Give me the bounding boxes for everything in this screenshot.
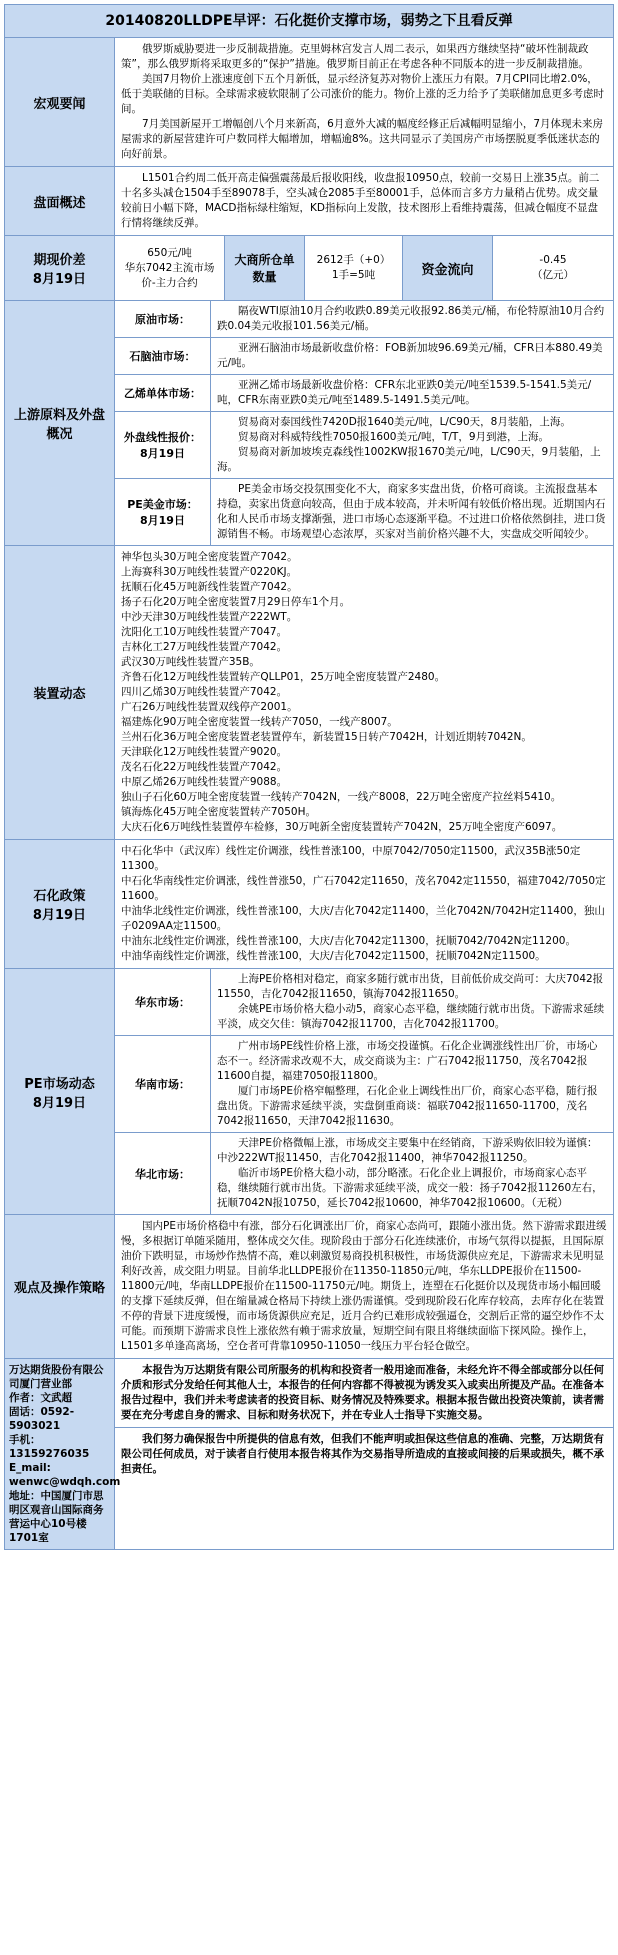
east-china-line: 余姚PE市场价格大稳小动5，商家心态平稳，继续随行就市出货。下游需求延续平淡，成交欠佳：镇海7042报11700，吉化7042报11700。 (217, 1003, 605, 1030)
macro-label: 宏观要闻 (5, 38, 115, 166)
email-address: wenwc@wdqh.com (9, 1476, 121, 1488)
policy-line: 中油华北线性定价调涨，线性普涨100，大庆/吉化7042定11400，兰化7042N/7042H定11400，独山子0209AA定11500。 (121, 905, 605, 932)
policy-list (115, 840, 613, 968)
plant-status-line: 抚顺石化45万吨新线性装置产7042。 (121, 581, 298, 593)
east-china-label: 华东市场： (115, 969, 211, 1035)
plant-status-line: 大庆石化6万吨线性装置停车检修，30万吨新全密度装置转产7042N，25万吨全密度产6097。 (121, 821, 563, 833)
policy-line: 中石化华中（武汉库）线性定价调涨，线性普涨100，中原7042/7050定11500，武汉35B涨50定11300。 (121, 845, 581, 872)
crude-oil-text (211, 301, 613, 337)
report-page (4, 4, 614, 1550)
north-china-label: 华北市场： (115, 1133, 211, 1214)
disclaimer-text: 本报告为万达期货有限公司所服务的机构和投资者一般用途而准备，未经允许不得全部或部分以任何介质和形式分发给任何其他人士，本报告的任何内容都不得被视为诱发买入或卖出所提及产品。在准备本报告过程中，我们并未考虑读者的投资目标、财务情况及特殊要求。根据本报告做出投资决策前，读者需要在充分考虑自身的需求、目标和财务状况下，并在专业人士指导下实施交易。 (121, 1364, 604, 1421)
disclaimer-paragraph (115, 1428, 613, 1481)
plant-status-line: 四川乙烯30万吨线性装置产7042。 (121, 686, 288, 698)
south-china-line: 广州市场PE线性价格上涨，市场交投谨慎。石化企业调涨线性出厂价，市场心态不一。经济需求改观不大，成交商谈为主：广石7042报11750，茂名7042报11600自提，福建7050报11800。 (217, 1040, 598, 1082)
plants-label: 装置动态 (5, 546, 115, 839)
macro-section (5, 38, 613, 167)
macro-paragraph: 7月美国新屋开工增幅创八个月来新高，6月意外大减的幅度经修正后减幅明显缩小，7月体现未来房屋需求的新屋营建许可户数同样大幅增加，增幅逾8%。这共同显示了美国房产市场摆脱夏季低迷状态的向好前景。 (121, 118, 604, 160)
flow-label: 资金流向 (403, 236, 493, 300)
crude-oil-paragraph: 隔夜WTI原油10月合约收跌0.89美元收报92.86美元/桶，布伦特原油10月合约跌0.04美元收报101.56美元/桶。 (217, 305, 605, 332)
footer-section (5, 1359, 613, 1549)
foreign-quote-row (115, 412, 613, 479)
north-china-line: 临沂市场PE价格大稳小动，部分略涨。石化企业上调报价，市场商家心态平稳，继续随行就市出货。下游需求延续平淡，成交一般：扬子7042报11260左右，抚顺7042N报10750，延长7042报10600，神华7042报10600。（无税） (217, 1167, 603, 1209)
plant-status-line: 沈阳化工10万吨线性装置产7047。 (121, 626, 288, 638)
strategy-section (5, 1215, 613, 1359)
plant-status-line: 兰州石化36万吨全密度装置老装置停车，新装置15日转产7042H，计划近期转7042N。 (121, 731, 532, 743)
disclaimer-text: 我们努力确保报告中所提供的信息有效，但我们不能声明或担保这些信息的准确、完整，万达期货有限公司任何成员，对于读者自行使用本报告将其作为交易指导所造成的直接或间接的后果或损失，概不承担责任。 (121, 1433, 604, 1475)
basis-desc: 华东7042主流市场价-主力合约 (124, 261, 215, 289)
north-china-text (211, 1133, 613, 1214)
east-china-text (211, 969, 613, 1035)
pe-usd-paragraph: PE美金市场交投氛围变化不大，商家多实盘出货，价格可商谈。主流报盘基本持稳，卖家出货意向较高，但由于成本较高，并未听闻有较低价格出现。近期国内石化和人民币市场支撑渐强，进口市场心态逐渐平稳。不过进口价格依然倒挂，进口货源销售不畅。市场观望心态浓厚，买家对当前价格兴趣不大，实盘成交听闻较少。 (217, 483, 606, 540)
foreign-quote-line: 贸易商对科威特线性7050报1600美元/吨，T/T，9月到港，上海。 (238, 431, 550, 443)
macro-paragraph: 美国7月物价上涨速度创下五个月新低，显示经济复苏对物价上涨压力有限。7月CPI同比增2.0%，低于美联储的目标。全球需求疲软限制了公司涨价的能力。物价上涨的乏力给予了美联储加息更多考虑时间。 (121, 73, 604, 115)
naphtha-paragraph: 亚洲石脑油市场最新收盘价格：FOB新加坡96.69美元/桶，CFR日本880.49美元/吨。 (217, 342, 603, 369)
plant-status-line: 武汉30万吨线性装置产35B。 (121, 656, 260, 668)
plant-status-line: 中沙天津30万吨线性装置产222WT。 (121, 611, 298, 623)
flow-cell (493, 236, 613, 300)
basis-price: 650元/吨 (147, 246, 192, 259)
south-china-row (115, 1036, 613, 1133)
crude-oil-row (115, 301, 613, 338)
quote-label: 期现价差 8月19日 (5, 236, 115, 300)
east-china-row (115, 969, 613, 1036)
inventory-unit: 1手=5吨 (331, 269, 376, 281)
inventory-cell (305, 236, 403, 300)
east-china-line: 上海PE价格相对稳定，商家多随行就市出货，目前低价成交尚可：大庆7042报11550，吉化7042报11650，镇海7042报11650。 (217, 973, 604, 1000)
plant-status-line: 广石26万吨线性装置双线停产2001。 (121, 701, 298, 713)
naphtha-row (115, 338, 613, 375)
flow-value: -0.45 (539, 254, 567, 266)
foreign-quote-label: 外盘线性报价： 8月19日 (115, 412, 211, 478)
overview-label: 盘面概述 (5, 167, 115, 235)
plant-status-line: 上海赛科30万吨线性装置产0220KJ。 (121, 566, 298, 578)
plant-status-line: 吉林化工27万吨线性装置产7042。 (121, 641, 288, 653)
pe-market-label: PE市场动态 8月19日 (5, 969, 115, 1214)
plant-status-line: 镇海炼化45万吨全密度装置转产7050H。 (121, 806, 316, 818)
overview-content (115, 167, 613, 235)
plant-status-line: 茂名石化22万吨线性装置产7042。 (121, 761, 288, 773)
policy-line: 中油华南线性定价调涨，线性普涨100，大庆/吉化7042定11500，抚顺7042N定11500。 (121, 950, 546, 962)
mobile-number: 手机：13159276035 (9, 1434, 90, 1460)
overview-section (5, 167, 613, 236)
north-china-row (115, 1133, 613, 1214)
flow-unit: （亿元） (532, 269, 574, 281)
south-china-line: 厦门市场PE价格窄幅整理，石化企业上调线性出厂价，商家心态平稳，随行报盘出货。下游需求延续平淡，实盘倒重商谈：福联7042报11650-11700，茂名7042报11650，天津7042报11630。 (217, 1085, 598, 1127)
upstream-section (5, 301, 613, 546)
policy-line: 中油东北线性定价调涨，线性普涨100，大庆/吉化7042定11300，抚顺7042/7042N定11200。 (121, 935, 576, 947)
overview-text: L1501合约周二低开高走偏强震荡最后报收阳线，收盘报10950点，较前一交易日上涨35点。前二十名多头减仓1504手至89078手，空头减仓2085手至80001手，总体而言多方力量稍占优势。成交量较前日小幅下降，MACD指标绿柱缩短，KD指标向上发散，技术图形上看维持震荡，但减仓幅度不显盘行情将继续反弹。 (121, 172, 600, 229)
report-title: 20140820LLDPE早评：石化挺价支撑市场，弱势之下且看反弹 (5, 5, 613, 38)
plant-status-line: 扬子石化20万吨全密度装置7月29日停车1个月。 (121, 596, 351, 608)
disclaimer-block (115, 1359, 613, 1549)
plant-status-line: 独山子石化60万吨全密度装置一线转产7042N，一线产8008，22万吨全密度产拉丝料5410。 (121, 791, 562, 803)
south-china-text (211, 1036, 613, 1132)
ethylene-paragraph: 亚洲乙烯市场最新收盘价格：CFR东北亚跌0美元/吨至1539.5-1541.5美元/吨，CFR东南亚跌0美元/吨至1489.5-1491.5美元/吨。 (217, 379, 592, 406)
plant-status-line: 神华包头30万吨全密度装置产7042。 (121, 551, 298, 563)
ethylene-text (211, 375, 613, 411)
south-china-label: 华南市场： (115, 1036, 211, 1132)
plant-status-line: 中原乙烯26万吨线性装置产9088。 (121, 776, 288, 788)
naphtha-label: 石脑油市场： (115, 338, 211, 374)
ethylene-label: 乙烯单体市场： (115, 375, 211, 411)
foreign-quote-line: 贸易商对泰国线性7420D报1640美元/吨，L/C90天，8月装船，上海。 (238, 416, 571, 428)
pe-market-items (115, 969, 613, 1214)
foreign-quote-text (211, 412, 613, 478)
policy-line: 中石化华南线性定价调涨，线性普涨50，广石7042定11650，茂名7042定11550，福建7042/7050定11600。 (121, 875, 606, 902)
upstream-label: 上游原料及外盘概况 (5, 301, 115, 545)
upstream-items (115, 301, 613, 545)
macro-paragraph: 俄罗斯威胁要进一步反制裁措施。克里姆林宫发言人周二表示，如果西方继续坚持“破坏性制裁政策”，那么俄罗斯将采取更多的“保护”措施。俄罗斯目前正在考虑各种不同版本的进一步反制裁措施。 (121, 43, 589, 70)
plants-list (115, 546, 613, 839)
inventory-label: 大商所仓单数量 (225, 236, 305, 300)
strategy-content (115, 1215, 613, 1358)
plant-status-line: 齐鲁石化12万吨线性装置转产QLLP01，25万吨全密度装置产2480。 (121, 671, 446, 683)
pe-usd-text (211, 479, 613, 545)
north-china-line: 天津PE价格微幅上涨，市场成交主要集中在经销商，下游采购依旧较为谨慎：中沙222WT报11450，吉化7042报11400，神华7042报11250。 (217, 1137, 598, 1164)
inventory-value: 2612手（+0） (316, 254, 391, 266)
basis-cell (115, 236, 225, 300)
disclaimer-paragraph (115, 1359, 613, 1428)
office-address: 地址：中国厦门市思明区观音山国际商务营运中心10号楼1701室 (9, 1490, 104, 1544)
phone-number: 固话：0592-5903021 (9, 1406, 75, 1432)
contact-block (5, 1359, 121, 1549)
crude-oil-label: 原油市场： (115, 301, 211, 337)
company-name: 万达期货股份有限公司厦门营业部 (9, 1364, 104, 1390)
plant-status-line: 天津联化12万吨线性装置产9020。 (121, 746, 288, 758)
quote-section (5, 236, 613, 301)
plants-section (5, 546, 613, 840)
pe-usd-label: PE美金市场： 8月19日 (115, 479, 211, 545)
strategy-text: 国内PE市场价格稳中有涨，部分石化调涨出厂价，商家心态尚可，跟随小涨出货。然下游需求跟进缓慢，多根据订单随采随用，整体成交欠佳。现阶段由于部分石化连续涨价，市场气氛得以提振，且国际原油价下跌明显，市场炒作热情不高，难以刺激贸易商投机积极性，市场货源供应充足，下游需求未见明显利好改善，成交阻力明显。目前华北LLDPE报价在11350-11850元/吨，华东LLDPE报价在11500-11800元/吨，华南LLDPE报价在11500-11750元/吨。期货上，连塑在石化挺价以及现货市场小幅回暖的支撑下延续反弹，但在缩量减仓格局下持续上涨仍需谨慎。受到现阶段石化库存较高，去库存化在装置不停的背景下进度缓慢，而市场货源供应充足，近月合约已难形成较强逼仓，交割后正常的逼空炒作不太可能。而预期下游需求良性上涨依然有赖于需求放量，短期空间有限且将继续面临下探风险。操作上，L1501多单逢高离场，空仓者可背靠10950-11050一线压力平台轻仓做空。 (121, 1220, 607, 1352)
email-label: E_mail: (9, 1462, 51, 1474)
macro-content (115, 38, 613, 166)
strategy-label: 观点及操作策略 (5, 1215, 115, 1358)
pe-usd-row (115, 479, 613, 545)
plant-status-line: 福建炼化90万吨全密度装置一线转产7050，一线产8007。 (121, 716, 398, 728)
policy-section (5, 840, 613, 969)
author-name: 作者：文武超 (9, 1392, 72, 1404)
ethylene-row (115, 375, 613, 412)
pe-market-section (5, 969, 613, 1215)
naphtha-text (211, 338, 613, 374)
policy-label: 石化政策 8月19日 (5, 840, 115, 968)
foreign-quote-line: 贸易商对新加坡埃克森线性1002KW报1670美元/吨，L/C90天，9月装船，上海。 (217, 446, 601, 473)
